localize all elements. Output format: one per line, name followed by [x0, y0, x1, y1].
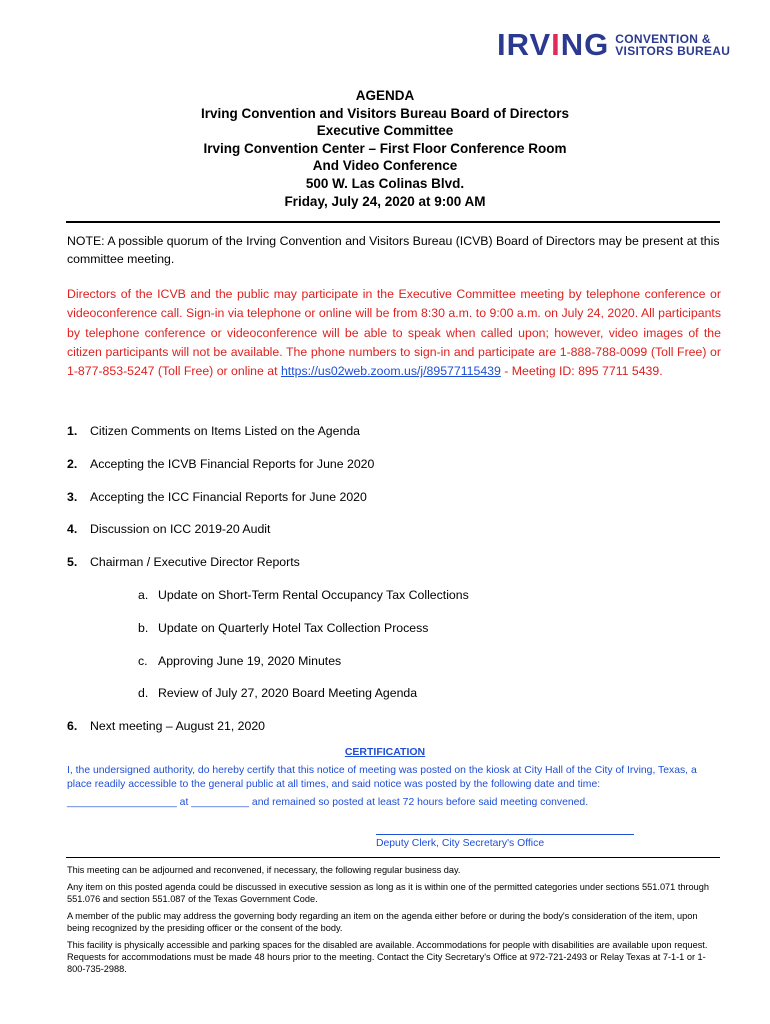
agenda-subitem-d	[138, 685, 417, 701]
agenda-item-text: Accepting the ICVB Financial Reports for June 2020	[90, 457, 375, 471]
header-organization: Irving Convention and Visitors Bureau Board of Directors	[200, 105, 570, 121]
subitem-text: Update on Short-Term Rental Occupancy Tax Collections	[158, 588, 469, 602]
logo-line-1: CONVENTION &	[615, 32, 711, 46]
subitem-letter: b.	[138, 621, 149, 635]
footer-public-address: A member of the public may address the governing body regarding an item on the agenda either before or during the body's consideration of the item, upon being recognized by the presiding officer or the consent of the body.	[67, 911, 698, 933]
agenda-header	[0, 87, 770, 210]
agenda-item-3	[67, 489, 367, 505]
header-committee: Executive Committee	[316, 123, 454, 139]
subitem-text: Update on Quarterly Hotel Tax Collection Process	[158, 621, 429, 635]
header-address: 500 W. Las Colinas Blvd.	[305, 175, 465, 191]
subitem-text: Review of July 27, 2020 Board Meeting Agenda	[158, 686, 418, 700]
header-divider	[66, 221, 720, 223]
logo-word-accent: I	[551, 27, 561, 62]
footer-divider	[66, 857, 720, 858]
agenda-item-1	[67, 423, 360, 439]
notice-text: Directors of the ICVB and the public may participate in the Executive Committee meeting by telephone conference or videoconference call. Sign-in via telephone or online will be from 8:30 a.m. to 9:00 a.m. on July 24, 2020. All participants by telephone conference or videoconference will be able to speak when called upon; however, video images of the citizen participants will not be available. The phone numbers to sign-in and participate are 1-888-788-0099 (Toll Free) or 1-877-853-5247 (Toll Free) or online at	[67, 287, 721, 379]
agenda-item-number: 6.	[67, 719, 78, 733]
footer-adjourn: This meeting can be adjourned and reconvened, if necessary, the following regular business day.	[67, 865, 461, 875]
participation-notice	[67, 285, 721, 381]
logo-word-pre: IRV	[497, 27, 552, 62]
certification-posting-line: ___________________ at __________ and remained so posted at least 72 hours before said meeting convened.	[67, 797, 589, 808]
agenda-item-4	[67, 521, 270, 537]
agenda-subitem-c	[138, 653, 341, 669]
agenda-item-text: Accepting the ICC Financial Reports for June 2020	[90, 490, 367, 504]
agenda-subitem-a	[138, 587, 469, 603]
agenda-item-number: 4.	[67, 522, 78, 536]
subitem-text: Approving June 19, 2020 Minutes	[158, 654, 342, 668]
agenda-item-2	[67, 456, 374, 472]
footer-accessibility: This facility is physically accessible and parking spaces for the disabled are available. Accommodations for people with disabilities are available upon request. Requests for accommodations must be made 48 hours prior to the meeting. Contact the City Secretary's Office at 972-721-2493 or Relay Texas at 7-1-1 or 1-800-735-2988.	[67, 940, 708, 974]
subitem-letter: a.	[138, 588, 149, 602]
agenda-item-6	[67, 718, 265, 734]
certification-title: CERTIFICATION	[344, 746, 426, 758]
footer-notes	[67, 864, 721, 980]
subitem-letter: c.	[138, 654, 148, 668]
agenda-item-number: 1.	[67, 424, 78, 438]
quorum-note: NOTE: A possible quorum of the Irving Convention and Visitors Bureau (ICVB) Board of Directors may be present at this committee meeting.	[67, 234, 720, 266]
agenda-subitem-b	[138, 620, 428, 636]
certification-body: I, the undersigned authority, do hereby certify that this notice of meeting was posted on the kiosk at City Hall of the City of Irving, Texas, a place readily accessible to the general public at all times, and said notice was posted by the following date and time:	[67, 765, 697, 790]
meeting-id-text: - Meeting ID: 895 7711 5439.	[500, 364, 663, 379]
header-video: And Video Conference	[312, 158, 458, 174]
agenda-item-text: Chairman / Executive Director Reports	[90, 555, 300, 569]
zoom-link[interactable]: https://us02web.zoom.us/j/89577115439	[280, 364, 501, 379]
subitem-letter: d.	[138, 686, 149, 700]
header-location: Irving Convention Center – First Floor Conference Room	[203, 140, 567, 156]
header-datetime: Friday, July 24, 2020 at 9:00 AM	[284, 193, 486, 209]
agenda-item-number: 5.	[67, 555, 78, 569]
signature-label: Deputy Clerk, City Secretary's Office	[376, 838, 545, 849]
agenda-item-text: Discussion on ICC 2019-20 Audit	[90, 522, 271, 536]
agenda-item-text: Next meeting – August 21, 2020	[90, 719, 266, 733]
agenda-item-5	[67, 554, 300, 570]
agenda-item-number: 2.	[67, 457, 78, 471]
logo-line-2: VISITORS BUREAU	[615, 44, 731, 58]
logo-wordmark	[497, 27, 610, 62]
irving-cvb-logo	[497, 27, 731, 62]
agenda-item-number: 3.	[67, 490, 78, 504]
header-title: AGENDA	[355, 88, 415, 103]
logo-subtitle	[615, 33, 730, 57]
logo-word-post: NG	[560, 27, 610, 62]
agenda-item-text: Citizen Comments on Items Listed on the Agenda	[90, 424, 360, 438]
footer-executive-session: Any item on this posted agenda could be discussed in executive session as long as it is within one of the permitted categories under sections 551.071 through 551.076 and section 551.087 of the Texas Government Code.	[67, 882, 709, 904]
signature-line	[376, 834, 634, 835]
